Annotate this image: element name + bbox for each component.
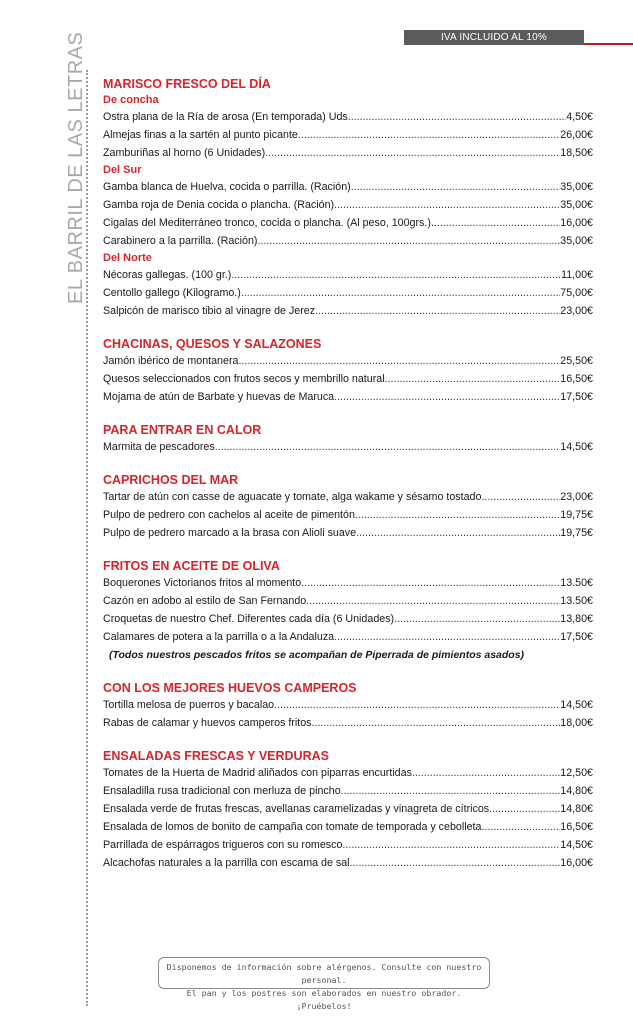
item-name: Parrillada de espárragos trigueros con su romesco [103,839,343,851]
item-price: 23,00€ [560,491,593,503]
item-name: Rabas de calamar y huevos camperos fritos [103,717,312,729]
item-price: 16,50€ [560,821,593,833]
item-name: Tartar de atún con casse de aguacate y tomate, alga wakame y sésamo tostado [103,491,482,503]
leader-dots [351,178,561,196]
menu-item [103,388,593,406]
section-gap [103,320,593,336]
leader-dots [481,818,560,836]
item-name: Marmita de pescadores [103,441,215,453]
leader-dots [351,108,567,126]
item-name: Pulpo de pedrero con cachelos al aceite de pimentón [103,509,355,521]
item-name: Gamba roja de Denia cocida o plancha. (Ración) [103,199,335,211]
leader-dots [215,438,561,456]
menu-item [103,144,593,162]
item-price: 17,50€ [560,631,593,643]
menu-item [103,302,593,320]
section-note: (Todos nuestros pescados fritos se acompañan de Piperrada de pimientos asados) [109,649,525,661]
menu-item [103,696,593,714]
menu-item [103,714,593,732]
item-name: Carabinero a la parrilla. (Ración) [103,235,258,247]
section-title: MARISCO FRESCO DEL DÍA [103,77,271,91]
iva-accent-line [584,43,633,45]
item-price: 75,00€ [560,287,593,299]
item-price: 25,50€ [560,355,593,367]
menu-item [103,800,593,818]
item-price: 13.50€ [560,577,593,589]
item-name: Calamares de potera a la parrilla o a la Andaluza [103,631,335,643]
item-price: 12,50€ [560,767,593,779]
item-name: Croquetas de nuestro Chef. Diferentes cada día (6 Unidades) [103,613,395,625]
leader-dots [385,370,561,388]
menu-item [103,854,593,872]
sidebar [57,31,95,1008]
menu-item [103,214,593,232]
leader-dots [301,574,560,592]
leader-dots [334,628,560,646]
menu-item [103,370,593,388]
menu-section [103,558,593,664]
section-gap [103,732,593,748]
leader-dots [341,782,561,800]
section-title: CON LOS MEJORES HUEVOS CAMPEROS [103,681,357,695]
item-name: Centollo gallego (Kilogramo.) [103,287,241,299]
menu-section [103,422,593,456]
allergen-line-1: Disponemos de información sobre alérgenos. Consulte con nuestro personal. [166,962,482,985]
section-title: ENSALADAS FRESCAS Y VERDURAS [103,749,329,763]
leader-dots [306,592,560,610]
item-name: Tomates de la Huerta de Madrid aliñados con piparras encurtidas [103,767,412,779]
item-name: Nécoras gallegas. (100 gr.) [103,269,232,281]
menu-section [103,76,593,320]
leader-dots [315,302,560,320]
item-name: Cazón en adobo al estilo de San Fernando [103,595,307,607]
item-price: 16,50€ [560,373,593,385]
item-price: 14,80€ [560,785,593,797]
menu-item [103,764,593,782]
item-price: 18,50€ [560,147,593,159]
item-price: 35,00€ [560,235,593,247]
item-name: Boquerones Victorianos fritos al momento [103,577,302,589]
leader-dots [489,800,560,818]
dotted-divider [86,70,88,1006]
section-gap [103,406,593,422]
menu-section [103,748,593,872]
item-price: 19,75€ [560,527,593,539]
item-price: 13,80€ [560,613,593,625]
item-price: 16,00€ [560,857,593,869]
item-name: Salpicón de marisco tibio al vinagre de Jerez [103,305,316,317]
menu-item [103,108,593,126]
menu-item [103,352,593,370]
item-name: Zamburiñas al horno (6 Unidades) [103,147,266,159]
item-name: Ostra plana de la Ría de arosa (En temporada) Uds. [103,111,351,123]
leader-dots [394,610,560,628]
menu-item [103,178,593,196]
leader-dots [274,696,560,714]
item-price: 17,50€ [560,391,593,403]
menu-section [103,472,593,542]
item-name: Tortilla melosa de puerros y bacalao [103,699,275,711]
item-price: 14,50€ [560,839,593,851]
restaurant-name: EL BARRIL DE LAS LETRAS [65,31,87,304]
menu-item [103,524,593,542]
iva-text: IVA INCLUIDO AL 10% [440,32,548,43]
leader-dots [312,714,561,732]
item-price: 18,00€ [560,717,593,729]
item-name: Quesos seleccionados con frutos secos y membrillo natural [103,373,385,385]
section-title: CHACINAS, QUESOS Y SALAZONES [103,337,322,351]
menu-item [103,126,593,144]
item-name: Ensaladilla rusa tradicional con merluza de pincho [103,785,341,797]
item-name: Alcachofas naturales a la parrilla con escama de sal [103,857,350,869]
iva-banner [404,30,633,45]
section-title: CAPRICHOS DEL MAR [103,473,239,487]
leader-dots [257,232,560,250]
menu-item [103,574,593,592]
leader-dots [241,284,560,302]
leader-dots [334,388,560,406]
item-price: 16,00€ [560,217,593,229]
item-price: 19,75€ [560,509,593,521]
item-price: 14,50€ [560,699,593,711]
menu-item [103,628,593,646]
item-price: 35,00€ [560,199,593,211]
leader-dots [355,506,560,524]
item-price: 23,00€ [560,305,593,317]
item-price: 35,00€ [560,181,593,193]
leader-dots [298,126,560,144]
menu-item [103,782,593,800]
item-name: Jamón ibérico de montanera [103,355,239,367]
item-name: Ensalada verde de frutas frescas, avellanas caramelizadas y vinagreta de cítricos [103,803,490,815]
leader-dots [231,266,561,284]
item-price: 4,50€ [566,111,593,123]
item-price: 13.50€ [560,595,593,607]
item-name: Cigalas del Mediterráneo tronco, cocida o plancha. (Al peso, 100grs.) [103,217,431,229]
menu-item [103,610,593,628]
item-price: 26,00€ [560,129,593,141]
menu-item [103,196,593,214]
menu-section [103,336,593,406]
leader-dots [412,764,560,782]
subsection-title: Del Norte [103,252,152,264]
menu-content [103,76,593,872]
item-price: 14,80€ [560,803,593,815]
menu-item [103,506,593,524]
allergen-line-2: El pan y los postres son elaborados en nuestro obrador. ¡Pruébelos! [186,988,462,1011]
menu-item [103,818,593,836]
menu-item [103,232,593,250]
menu-item [103,488,593,506]
item-name: Gamba blanca de Huelva, cocida o parrilla. (Ración) [103,181,351,193]
section-title: FRITOS EN ACEITE DE OLIVA [103,559,280,573]
subsection-title: De concha [103,94,159,106]
item-name: Mojama de atún de Barbate y huevas de Maruca [103,391,335,403]
menu-item [103,266,593,284]
leader-dots [334,196,560,214]
item-name: Ensalada de lomos de bonito de campaña con tomate de temporada y cebolleta [103,821,482,833]
item-price: 14,50€ [560,441,593,453]
leader-dots [481,488,560,506]
section-title: PARA ENTRAR EN CALOR [103,423,262,437]
allergen-notice [158,957,490,1011]
menu-item [103,836,593,854]
section-gap [103,456,593,472]
menu-item [103,592,593,610]
subsection-title: Del Sur [103,164,142,176]
leader-dots [350,854,561,872]
item-name: Pulpo de pedrero marcado a la brasa con Alioli suave [103,527,357,539]
leader-dots [356,524,560,542]
leader-dots [342,836,560,854]
item-name: Almejas finas a la sartén al punto picante [103,129,298,141]
leader-dots [431,214,560,232]
item-price: 11,00€ [561,269,593,281]
menu-section [103,680,593,732]
leader-dots [238,352,560,370]
leader-dots [265,144,560,162]
menu-item [103,438,593,456]
section-gap [103,664,593,680]
section-gap [103,542,593,558]
menu-item [103,284,593,302]
